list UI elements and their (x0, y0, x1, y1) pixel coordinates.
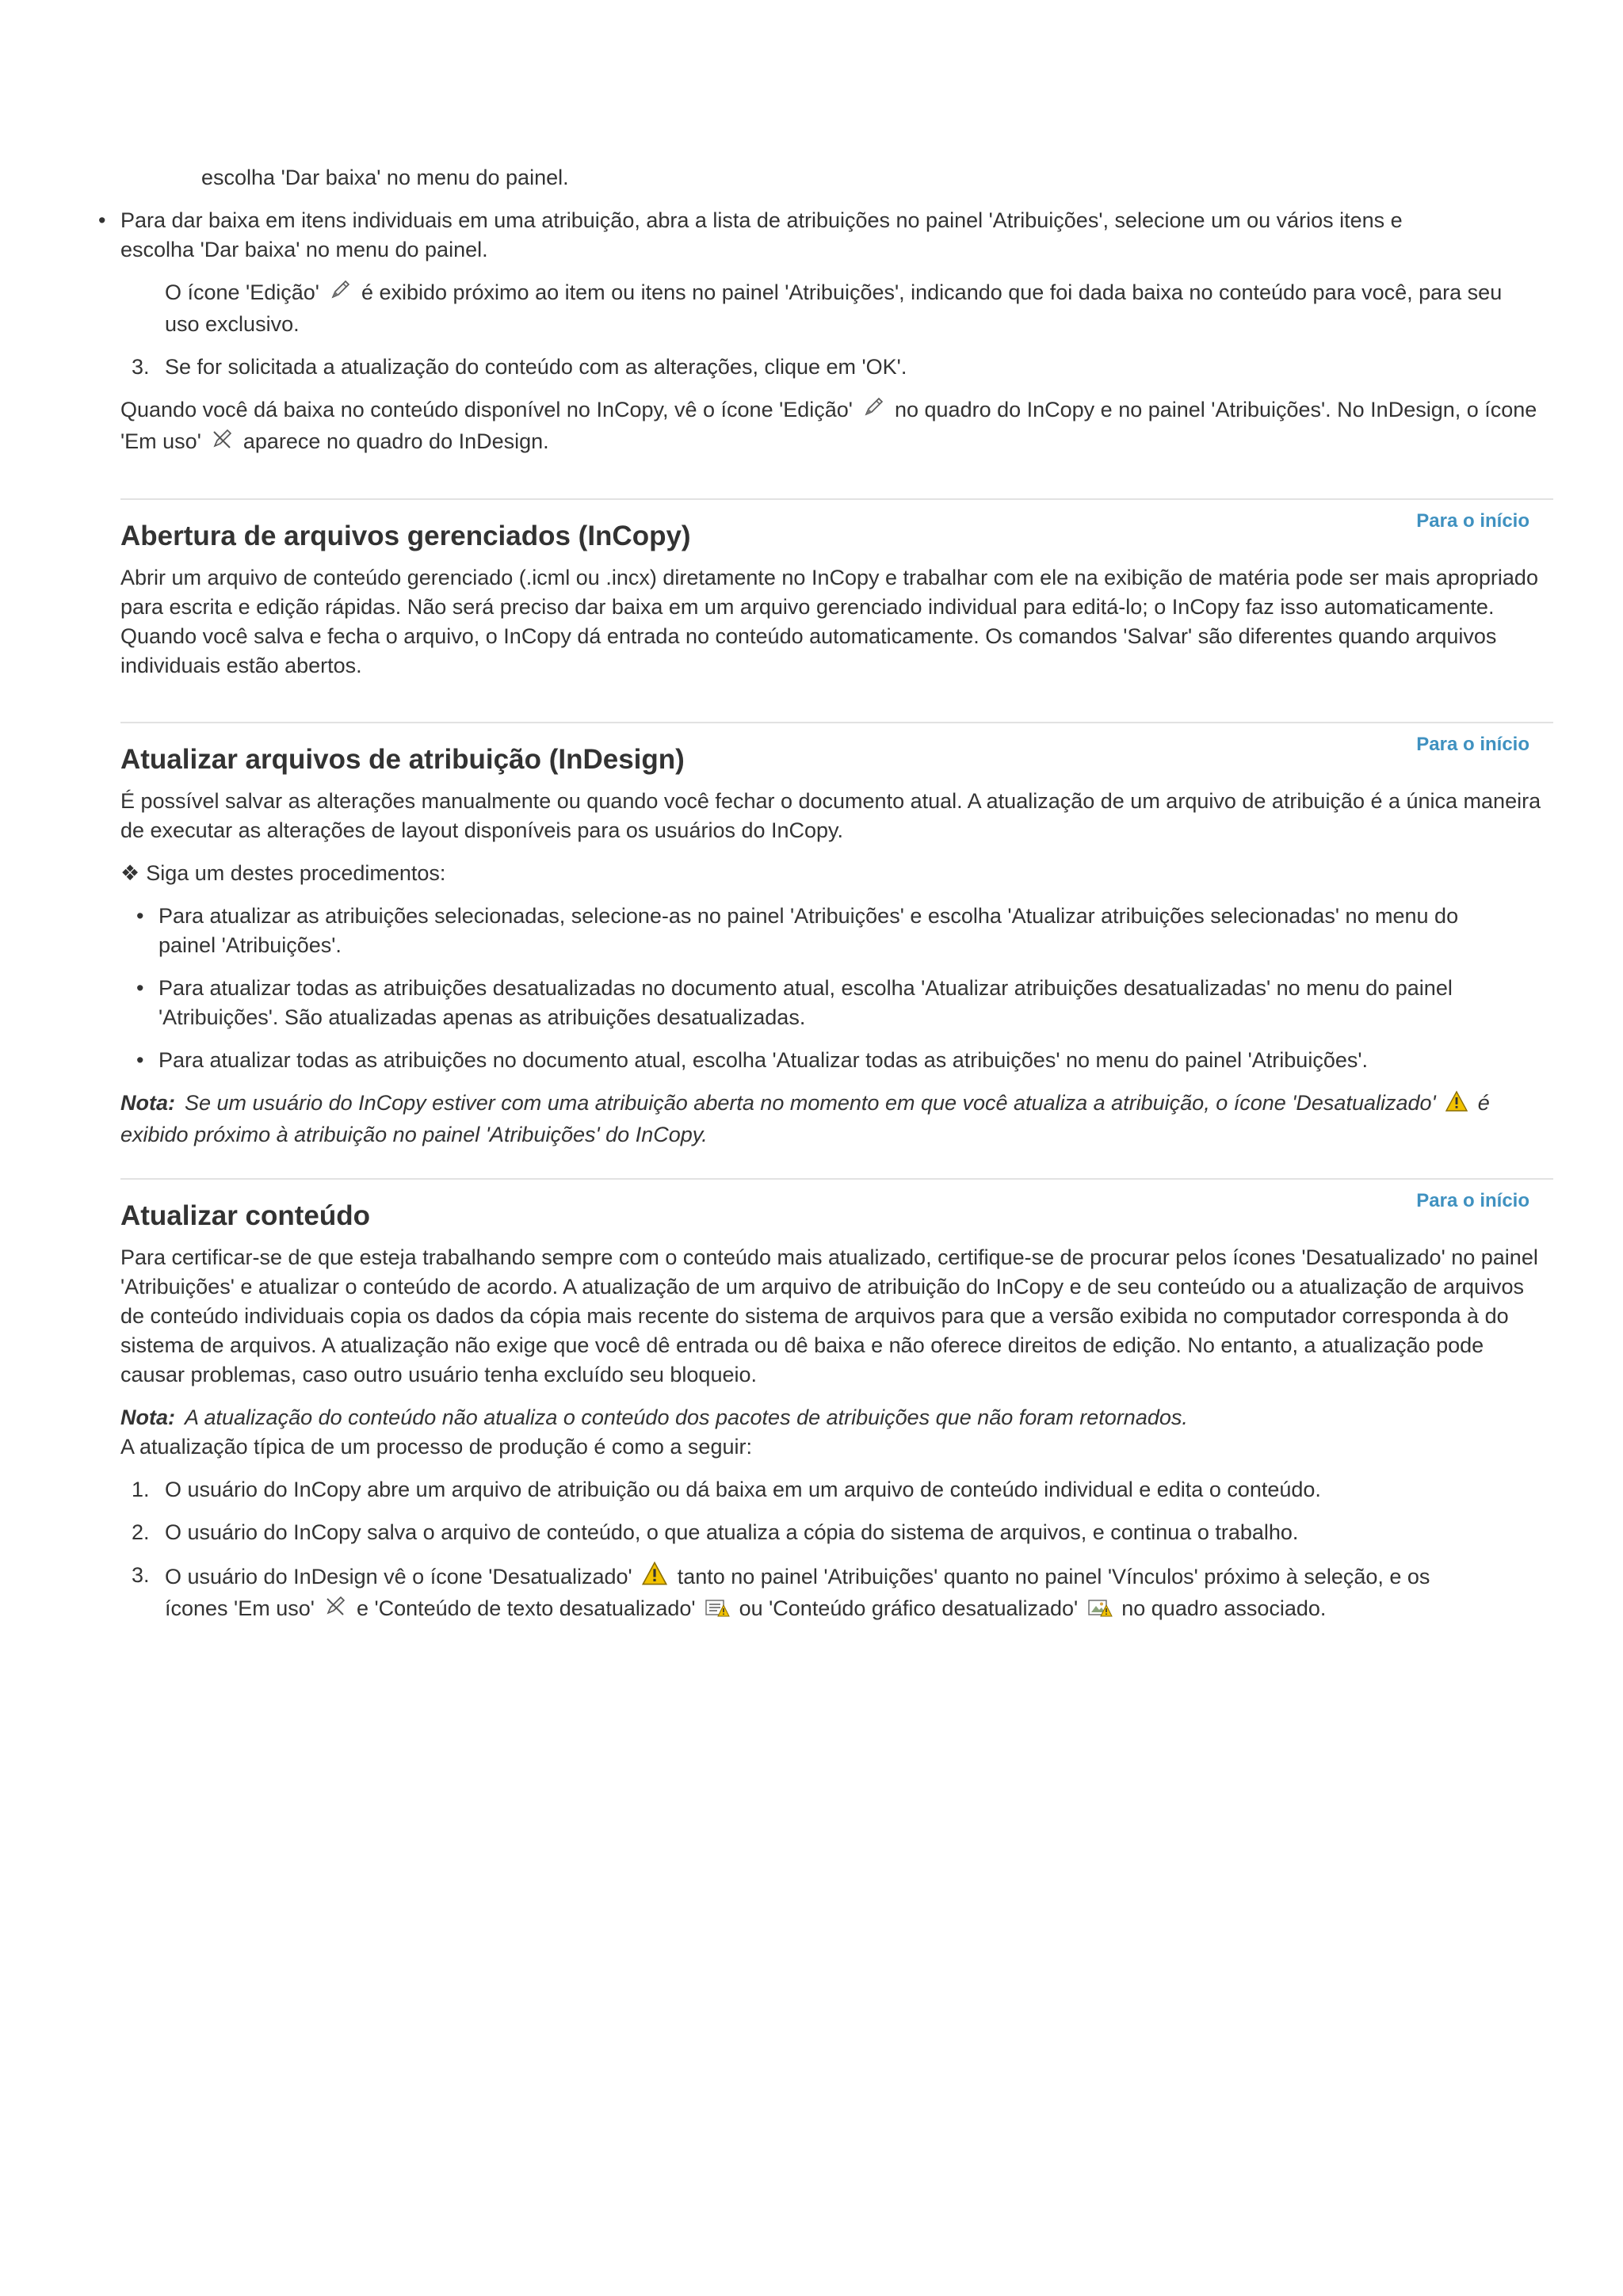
warning-icon (641, 1561, 668, 1594)
back-to-top-link[interactable]: Para o início (1416, 734, 1529, 755)
step-list (120, 353, 1553, 382)
note: Nota: Se um usuário do InCopy estiver com uma atribuição aberta no momento em que você atualiza a atribuição, o ícone 'Desatualizado' é exibido próximo à atribuição no painel 'Atribuições' do InCopy. (120, 1091, 1490, 1146)
workflow-intro: A atualização típica de um processo de produção é como a seguir: (120, 1435, 752, 1459)
section-title: Abertura de arquivos gerenciados (InCopy) (120, 521, 691, 551)
list-item: 3. O usuário do InDesign vê o ícone 'Desatualizado' tanto no painel 'Atribuições' quanto no painel 'Vínculos' próximo à seleção, e os ícones 'Em uso' e 'Conteúdo de texto desatualizado' ou 'Conteúdo gráfico desatualizado' no quadro associado. (120, 1561, 1480, 1626)
bullet-list (120, 206, 1436, 265)
section-body: Para certificar-se de que esteja trabalhando sempre com o conteúdo mais atualizado, certifique-se de procurar pelos ícones 'Desatualizado' no painel 'Atribuições' e atualizar o conteúdo de acordo. A atualização de um arquivo de atribuição do InCopy e de seu conteúdo ou a atualização de arquivos de conteúdo individuais copia os dados da cópia mais recente do sistema de arquivos para que a versão exibida no computador corresponda à do sistema de arquivos. A atualização não exige que você dê entrada ou dê baixa e não oferece direitos de edição. No entanto, a atualização pode causar problemas, caso outro usuário tenha excluído seu bloqueio. (120, 1245, 1538, 1386)
pencil-icon (861, 395, 885, 427)
section-title: Atualizar conteúdo (120, 1200, 371, 1231)
back-to-top-link[interactable]: Para o início (1416, 1190, 1529, 1211)
text-out-of-date-icon (705, 1596, 730, 1626)
step-list (120, 1475, 1553, 1626)
section-body: É possível salvar as alterações manualmente ou quando você fechar o documento atual. A atualização de um arquivo de atribuição é a única maneira de executar as alterações de layout disponíveis para os usuários do InCopy. (120, 789, 1541, 842)
procedure-diamond-icon: ❖ (120, 861, 140, 885)
list-item: • Para atualizar todas as atribuições no documento atual, escolha 'Atualizar todas as atribuições' no menu do painel 'Atribuições'. (158, 1046, 1506, 1075)
in-use-icon (323, 1594, 347, 1626)
graphic-out-of-date-icon (1087, 1596, 1113, 1626)
section-update-assignment-files (120, 722, 1553, 1150)
list-item: 1. O usuário do InCopy abre um arquivo de atribuição ou dá baixa em um arquivo de conteúdo individual e edita o conteúdo. (132, 1478, 1321, 1501)
warning-icon (1445, 1090, 1468, 1120)
note: Nota: A atualização do conteúdo não atualiza o conteúdo dos pacotes de atribuições que não foram retornados. (120, 1405, 1188, 1429)
list-item: 2. O usuário do InCopy salva o arquivo de conteúdo, o que atualiza a cópia do sistema de arquivos, e continua o trabalho. (132, 1520, 1299, 1544)
procedure-heading: ❖ Siga um destes procedimentos: (120, 859, 1553, 888)
in-use-icon (210, 427, 234, 459)
section-title: Atualizar arquivos de atribuição (InDesign) (120, 744, 685, 775)
section-body: Abrir um arquivo de conteúdo gerenciado (.icml ou .incx) diretamente no InCopy e trabalhar com ele na exibição de matéria pode ser mais apropriado para escrita e edição rápidas. Não será preciso dar baixa em um arquivo gerenciado individual para editá-lo; o InCopy faz isso automaticamente. Quando você salva e fecha o arquivo, o InCopy dá entrada no conteúdo automaticamente. Os comandos 'Salvar' são diferentes quando arquivos individuais estão abertos. (120, 566, 1538, 677)
list-item: 3. Se for solicitada a atualização do conteúdo com as alterações, clique em 'OK'. (132, 355, 907, 379)
list-item: • Para atualizar todas as atribuições desatualizadas no documento atual, escolha 'Atualizar atribuições desatualizadas' no menu do painel 'Atribuições'. São atualizadas apenas as atribuições desatualizadas. (158, 974, 1506, 1032)
continuation-line: escolha 'Dar baixa' no menu do painel. (201, 166, 569, 189)
list-item: • Para atualizar as atribuições selecionadas, selecione-as no painel 'Atribuições' e escolha 'Atualizar atribuições selecionadas' no menu do painel 'Atribuições'. (158, 902, 1506, 960)
section-update-content (120, 1178, 1553, 1626)
back-to-top-link[interactable]: Para o início (1416, 510, 1529, 532)
edit-icon-paragraph: O ícone 'Edição' é exibido próximo ao item ou itens no painel 'Atribuições', indicando que foi dada baixa no conteúdo para você, para seu uso exclusivo. (165, 278, 1512, 339)
document-content (120, 163, 1553, 1639)
incopy-edit-paragraph: Quando você dá baixa no conteúdo disponível no InCopy, vê o ícone 'Edição' no quadro do InCopy e no painel 'Atribuições'. No InDesign, o ícone 'Em uso' aparece no quadro do InDesign. (120, 395, 1553, 459)
bullet-list (158, 902, 1506, 1075)
list-item: • Para dar baixa em itens individuais em uma atribuição, abra a lista de atribuições no painel 'Atribuições', selecione um ou vários itens e escolha 'Dar baixa' no menu do painel. (120, 206, 1436, 265)
pencil-icon (328, 278, 352, 310)
section-open-managed-files (120, 498, 1553, 681)
